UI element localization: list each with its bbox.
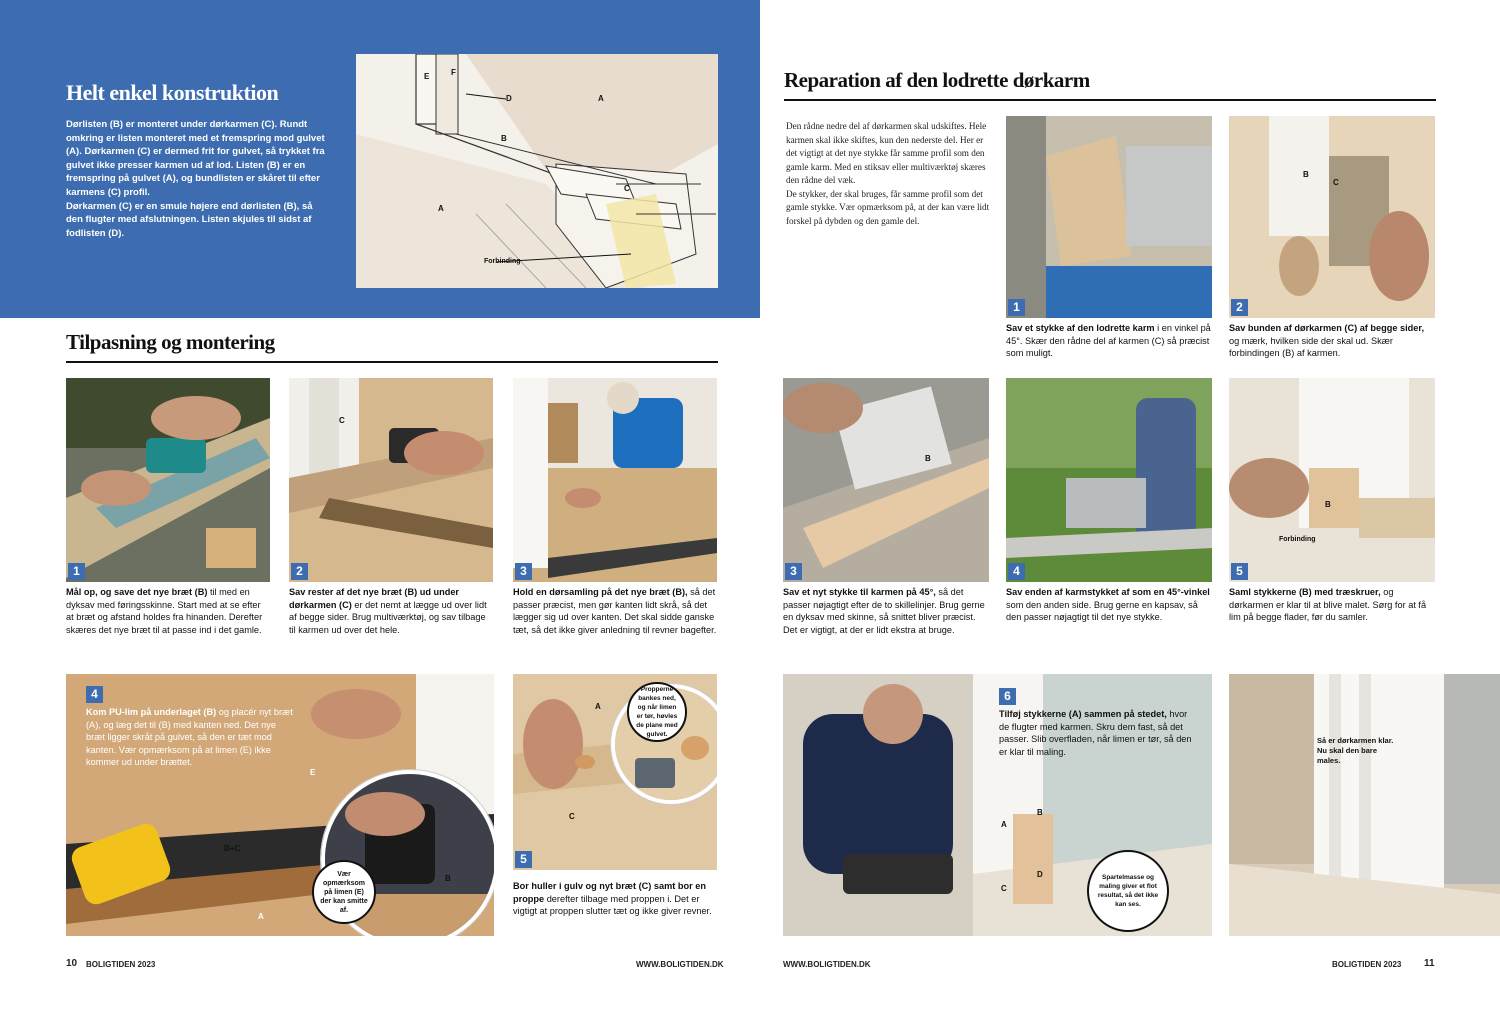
r-caption-step-4 xyxy=(1006,586,1212,624)
r-photo-step-6 xyxy=(783,674,1212,936)
photo-4-inset-label: B xyxy=(445,874,451,883)
r-photo-step-1 xyxy=(1006,116,1212,318)
r-photo-6-label-c: C xyxy=(1001,884,1007,893)
r-photo-3-label-b: B xyxy=(925,454,931,463)
r-photo-6-label-d: D xyxy=(1037,870,1043,879)
intro-text: Den rådne nedre del af dørkarmen skal udskiftes. Hele karmen skal ikke skiftes, kun den nederste del. Her er det vigtigt at det nye stykke får samme profil som den gamle karm. Med en stiksav eller multiværktøj skæres den rådne del væk. De stykker, der skal bruges, får samme profil som det gamle stykke. Vær opmærksom på, at der kan være lidt forskel på dybden og den gamle del. xyxy=(786,121,990,226)
diagram-label-d: D xyxy=(506,94,512,103)
r-photo-5-label-b: B xyxy=(1325,500,1331,509)
r-photo-step-3 xyxy=(783,378,989,582)
r-photo-step-2 xyxy=(1229,116,1435,318)
info-box-title: Helt enkel konstruktion xyxy=(66,80,279,105)
diagram-label-c: C xyxy=(624,184,630,193)
r-photo-5-label-forbinding: Forbinding xyxy=(1279,536,1316,543)
bubble-step-5: Propperne bankes ned, og når limen er tør, høvles de plane med gulvet. xyxy=(627,682,687,742)
construction-diagram xyxy=(356,54,718,288)
r-caption-1-lead: Sav et stykke af den lodrette karm xyxy=(1006,323,1155,333)
section-rule-left xyxy=(66,361,718,363)
r-photo-6-label-b: B xyxy=(1037,808,1043,817)
r-caption-step-6 xyxy=(999,708,1195,758)
caption-step-5 xyxy=(513,880,717,918)
caption-step-1 xyxy=(66,586,270,636)
photo-5-number: 5 xyxy=(515,851,532,868)
photo-step-1 xyxy=(66,378,270,582)
caption-4-lead: Kom PU-lim på underlaget (B) xyxy=(86,707,217,717)
r-photo-step-5 xyxy=(1229,378,1435,582)
caption-step-4 xyxy=(86,706,296,769)
photo-1-number: 1 xyxy=(68,563,85,580)
r-photo-step-4 xyxy=(1006,378,1212,582)
section-title-tilpasning: Tilpasning og montering xyxy=(66,330,275,354)
info-box-text: Dørlisten (B) er monteret under dørkarmen (C). Rundt omkring er listen monteret med et fremspring mod gulvet (A). Dørkarmen (C) er dermed frit for gulvet, så trykket fra gulvet ikke presser karmen ud af lod. Listen (B) er en fremspring på gulvet (A), og bundlisten er skåret til efter karmens (C) profil. Dørkarmen (C) er en smule højere end dørlisten (B), så den flugter med afslutningen. Listen skjules til sidst af fodlisten (D). xyxy=(66,119,325,239)
footer-web-left: WWW.BOLIGTIDEN.DK xyxy=(636,960,724,969)
r-caption-step-3 xyxy=(783,586,989,636)
section-title-reparation: Reparation af den lodrette dørkarm xyxy=(784,68,1090,92)
r-caption-2-lead: Sav bunden af dørkarmen (C) af begge sider, xyxy=(1229,323,1425,333)
photo-5-label-a: A xyxy=(595,702,601,711)
photo-step-2 xyxy=(289,378,493,582)
caption-step-3 xyxy=(513,586,717,636)
r-photo-5-number: 5 xyxy=(1231,563,1248,580)
photo-step-5 xyxy=(513,674,717,870)
r-photo-3-number: 3 xyxy=(785,563,802,580)
caption-5-text: derefter tilbage med proppen i. Det er vigtigt at proppen slutter tæt og ikke giver revner. xyxy=(513,893,712,917)
footer-magazine-right: BOLIGTIDEN 2023 xyxy=(1332,960,1402,969)
caption-step-2 xyxy=(289,586,493,636)
r-caption-step-5 xyxy=(1229,586,1435,624)
photo-2-label-c: C xyxy=(339,416,345,425)
caption-4-text: og placér nyt bræt (A), og læg det til (B) med kanten ned. Det nye bræt ligger skråt på gulvet, så den er tæt mod kanten. Vær opmærksom på at limen (E) ikke kommer ud under brættet. xyxy=(86,707,293,768)
diagram-label-a-bottom: A xyxy=(438,204,444,213)
photo-4-label-a2: A xyxy=(258,912,264,921)
r-caption-6-lead: Tilføj stykkerne (A) sammen på stedet, xyxy=(999,709,1167,719)
footer-web-right: WWW.BOLIGTIDEN.DK xyxy=(783,960,871,969)
r-caption-3-text: så det passer nøjagtigt efter de to skillelinjer. Brug gerne en dyksav med skinne, så snittet bliver præcist. Det er vigtigt, at der er lidt ekstra at bruge. xyxy=(783,587,985,635)
diagram-label-b: B xyxy=(501,134,507,143)
caption-5-lead: Bor huller i gulv og nyt bræt (C) samt bor en proppe xyxy=(513,881,706,904)
caption-1-text: til med en dyksav med føringsskinne. Start med at se efter at bræt og afstand holdes fra hinanden. Derefter skæres det nye bræt til at passe ind i det gamle. xyxy=(66,587,263,635)
r-caption-6-text: hvor de flugter med karmen. Skru dem fast, så det passer. Slib overfladen, når limen er tør, så den er klar til maling. xyxy=(999,709,1192,757)
r-photo-4-number: 4 xyxy=(1008,563,1025,580)
diagram-label-a-top: A xyxy=(598,94,604,103)
caption-2-text: er det nemt at lægge ud over lidt af begge sider. Brug multiværktøj, og sav tilbage til karmen ud over det hele. xyxy=(289,599,487,635)
final-caption: Så er dørkarmen klar. Nu skal den bare males. xyxy=(1317,736,1394,765)
caption-1-lead: Mål op, og save det nye bræt (B) xyxy=(66,587,208,597)
r-caption-5-lead: Saml stykkerne (B) med træskruer, xyxy=(1229,587,1381,597)
r-photo-6-label-a: A xyxy=(1001,820,1007,829)
diagram-label-f: F xyxy=(451,68,456,77)
diagram-label-forbinding: Forbinding xyxy=(484,258,521,265)
r-caption-1-text: i en vinkel på 45°. Skær den rådne del af karmen (C) så præcist som muligt. xyxy=(1006,323,1211,359)
r-caption-3-lead: Sav et nyt stykke til karmen på 45°, xyxy=(783,587,936,597)
diagram-illustration xyxy=(356,54,718,288)
photo-5-label-c: C xyxy=(569,812,575,821)
bubble-step-4: Vær opmærksom på limen (E) der kan smitte af. xyxy=(312,860,376,924)
r-caption-step-2 xyxy=(1229,322,1435,360)
r-photo-6-number: 6 xyxy=(999,688,1016,705)
r-caption-2-text: og mærk, hvilken side der skal ud. Skær forbindingen (B) af karmen. xyxy=(1229,335,1393,359)
photo-4-label-bc: B+C xyxy=(224,844,241,853)
r-photo-2-number: 2 xyxy=(1231,299,1248,316)
r-photo-final xyxy=(1229,674,1500,936)
photo-4-label-a: E xyxy=(310,768,316,777)
bubble-step-6: Spartelmasse og maling giver et flot resultat, så det ikke kan ses. xyxy=(1087,850,1169,932)
footer-page-number-right: 11 xyxy=(1424,958,1435,969)
diagram-label-e: E xyxy=(424,72,430,81)
r-photo-2-label-c: C xyxy=(1333,178,1339,187)
footer-page-number-left: 10 xyxy=(66,958,78,969)
caption-3-text: så det passer præcist, men gør kanten lidt skrå, så det lægger sig ud over kanten. Det skal sidde ganske tæt, så det ikke giver anledning til revner bagefter. xyxy=(513,587,717,635)
r-photo-2-label-b: B xyxy=(1303,170,1309,179)
r-caption-5-text: og dørkarmen er klar til at blive malet. Sørg for at få lim på begge flader, før du samler. xyxy=(1229,587,1427,623)
caption-3-lead: Hold en dørsamling på det nye bræt (B), xyxy=(513,587,688,597)
photo-step-4 xyxy=(66,674,494,936)
r-caption-4-lead: Sav enden af karmstykket af som en 45°-vinkel xyxy=(1006,587,1210,597)
caption-2-lead: Sav rester af det nye bræt (B) ud under dørkarmen (C) xyxy=(289,587,460,610)
section-rule-right xyxy=(784,99,1436,101)
photo-step-3 xyxy=(513,378,717,582)
footer-magazine-left: BOLIGTIDEN 2023 xyxy=(86,960,156,969)
r-caption-step-1 xyxy=(1006,322,1212,360)
photo-3-number: 3 xyxy=(515,563,532,580)
photo-2-number: 2 xyxy=(291,563,308,580)
photo-4-number: 4 xyxy=(86,686,103,703)
r-photo-1-number: 1 xyxy=(1008,299,1025,316)
r-caption-4-text: som den anden side. Brug gerne en kapsav, så den passer nøjagtigt til det nye stykke. xyxy=(1006,599,1198,623)
